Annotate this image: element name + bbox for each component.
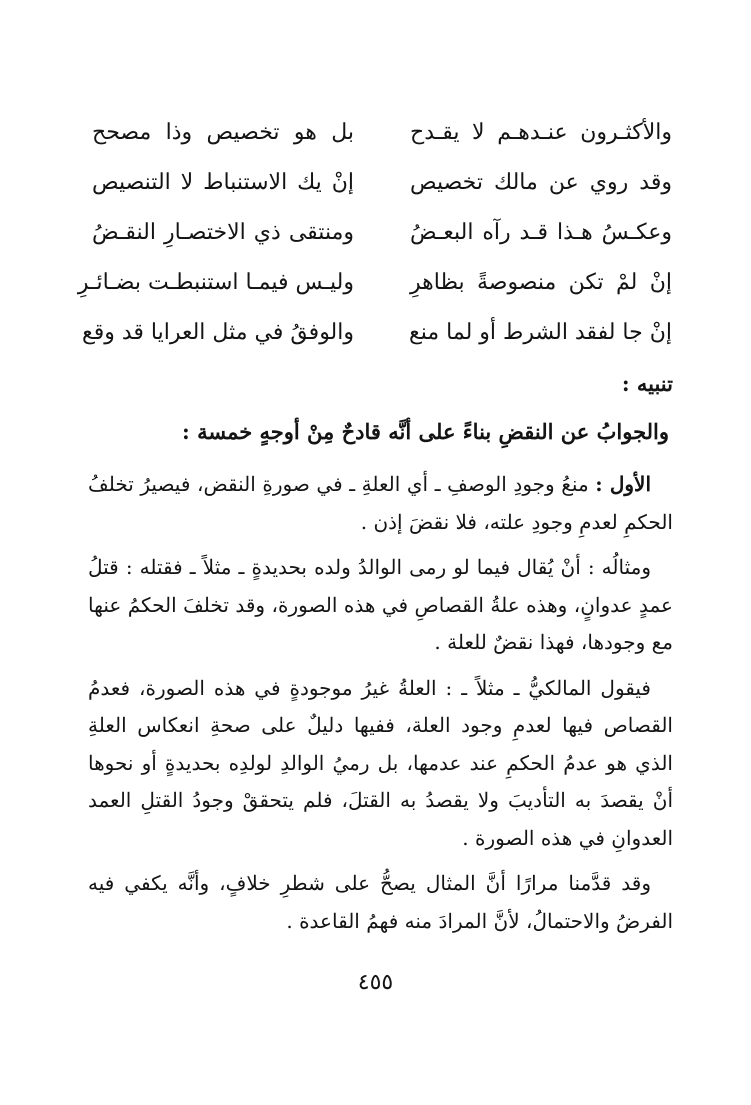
- paragraph-text: فيقول المالكيُّ ـ مثلاً ـ : العلةُ غيرُ موجودةٍ في هذه الصورة، فعدمُ القصاص فيها لعدمِ وجود العلة، ففيها دليلٌ على صحةِ انعكاس العلةِ الذي هو عدمُ الحكمِ عند عدمها، بل رميُ الوالدِ لولدِه بحديدةٍ أو نحوها أنْ يقصدَ به التأديبَ ولا يقصدُ به القتلَ، فلم يتحققْ وجودُ القتلِ العمد العدوانِ في هذه الصورة .: [88, 675, 673, 850]
- paragraph: [88, 670, 673, 858]
- paragraph: [88, 865, 673, 940]
- verse-row: [77, 258, 672, 308]
- verse-second-hemistich: ومنتقى ذي الاختصـارِ النقـضُ: [92, 220, 354, 245]
- paragraph-text: ومثالُه : أنْ يُقال فيما لو رمى الوالدُ ولده بحديدةٍ ـ مثلاً ـ فقتله : قتلُ عمدٍ عدوانٍ، وهذه علةُ القصاصِ في هذه الصورة، وقد تخلفَ الحكمُ عنها مع وجودها، فهذا نقضٌ للعلة .: [88, 555, 673, 654]
- verse-first-hemistich: وعكـسُ هـذا قـد رآه البعـضُ: [410, 220, 672, 245]
- verse-first-hemistich: إنْ لمْ تكن منصوصةً بظاهرِ: [410, 270, 672, 295]
- page-number: ٤٥٥: [357, 970, 394, 995]
- note-heading: تنبيه :: [621, 371, 673, 396]
- verse-first-hemistich: والأكثـرون عنـدهـم لا يقـدح: [410, 120, 672, 145]
- verse-first-hemistich: إنْ جا لفقد الشرط أو لما منع: [409, 320, 672, 345]
- paragraph-text: وقد قدَّمنا مرارًا أنَّ المثال يصحُّ على شطرِ خلافٍ، وأنَّه يكفي فيه الفرضُ والاحتمالُ، لأنَّ المرادَ منه فهمُ القاعدة .: [88, 871, 673, 933]
- verse-row: [92, 158, 672, 208]
- verse-second-hemistich: وليـس فيمـا استنبطـت بضـائـرِ: [77, 270, 354, 295]
- verse-second-hemistich: إنْ يك الاستنباط لا التنصيص: [92, 170, 354, 195]
- paragraph: [88, 466, 673, 541]
- paragraph-label: الأول :: [595, 472, 651, 496]
- section-lead: والجوابُ عن النقضِ بناءً على أنَّه قادحٌ مِنْ أوجهٍ خمسة :: [182, 419, 669, 444]
- verse-block: [77, 108, 672, 358]
- verse-second-hemistich: والوفقُ في مثل العرايا قد وقع: [82, 320, 354, 345]
- verse-first-hemistich: وقد روي عن مالك تخصيص: [410, 170, 672, 195]
- body-text: [88, 466, 673, 948]
- verse-second-hemistich: بل هو تخصيص وذا مصحح: [92, 120, 354, 145]
- verse-row: [92, 208, 672, 258]
- paragraph-text: منعُ وجودِ الوصفِ ـ أي العلةِ ـ في صورةِ النقض، فيصيرُ تخلفُ الحكمِ لعدمِ وجودِ علته، فلا نقضَ إذن .: [88, 472, 673, 534]
- verse-row: [82, 308, 672, 358]
- paragraph: [88, 549, 673, 662]
- verse-row: [92, 108, 672, 158]
